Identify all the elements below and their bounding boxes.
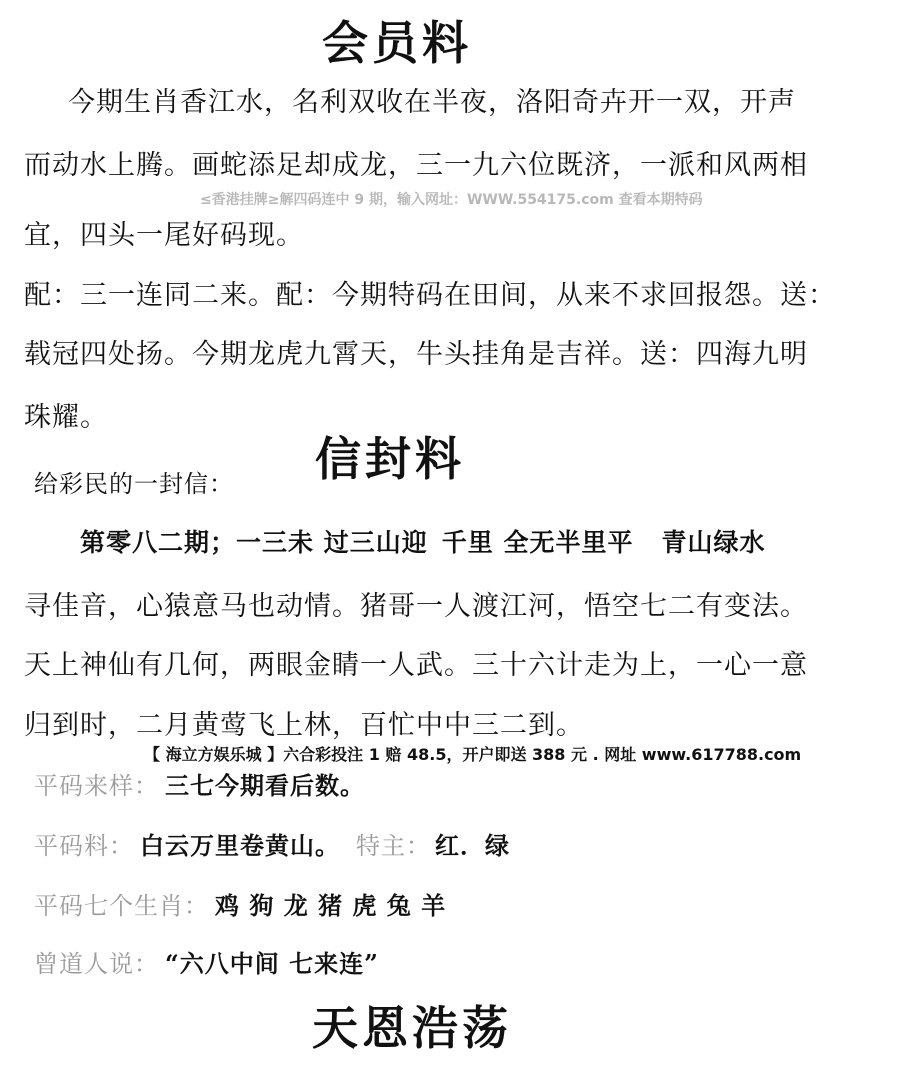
letter-line-1: 寻佳音，心猿意马也动情。猪哥一人渡江河，悟空七二有变法。: [24, 591, 808, 622]
row-4-value: “六八中间 七来连”: [165, 949, 379, 978]
ad-banner: 【 海立方娱乐城 】六合彩投注 1 赔 48.5，开户即送 388 元 . 网址 www.617788.com: [144, 745, 802, 764]
members-line-4: 配：三一连同二来。配：今期特码在田间，从来不求回报怨。送：: [24, 280, 836, 311]
row-2-value: 白云万里卷黄山。: [140, 831, 340, 860]
letter-issue-line: [80, 530, 765, 555]
members-line-2: 而动水上腾。画蛇添足却成龙，三一九六位既济，一派和风两相: [24, 150, 808, 181]
watermark-text: ≤香港挂牌≥解四码连中 9 期，输入网址：WWW.554175.com 查看本期特码: [200, 192, 703, 208]
row-2-label2: 特主：: [356, 832, 431, 860]
row-2-value2: 红．绿: [435, 831, 510, 860]
letter-line-3: 归到时，二月黄莺飞上林，百忙中中三二到。: [24, 710, 584, 741]
row-1: [34, 771, 365, 800]
row-3: [34, 891, 447, 920]
members-line-6: 珠耀。: [24, 402, 108, 433]
letter-line-2: 天上神仙有几何，两眼金睛一人武。三十六计走为上，一心一意: [24, 650, 808, 681]
letter-intro: 给彩民的一封信：: [34, 470, 234, 498]
members-line-5: 载冠四处扬。今期龙虎九霄天，牛头挂角是吉祥。送：四海九明: [24, 339, 808, 370]
row-3-value: 鸡 狗 龙 猪 虎 兔 羊: [215, 891, 447, 920]
row-3-label: 平码七个生肖：: [34, 892, 209, 920]
letter-title: 信封料: [315, 432, 465, 486]
footer-title: 天恩浩荡: [312, 1001, 512, 1055]
issue-part3: 青山绿水: [661, 528, 766, 557]
row-1-label: 平码来样：: [34, 772, 159, 800]
row-1-value: 三七今期看后数。: [165, 771, 365, 800]
members-line-3: 宜，四头一尾好码现。: [24, 220, 304, 251]
row-4: [34, 949, 379, 978]
row-2: [34, 831, 510, 860]
issue-prefix: 第零八二期；: [80, 528, 237, 557]
members-line-1: 今期生肖香江水，名利双收在半夜，洛阳奇卉开一双，开声: [68, 87, 796, 118]
issue-part2: 千里 全无半里平: [441, 528, 634, 557]
issue-part1: 一三未 过三山迎: [236, 528, 428, 557]
row-4-label: 曾道人说：: [34, 950, 159, 978]
members-title: 会员料: [322, 16, 472, 70]
row-2-label: 平码料：: [34, 832, 134, 860]
